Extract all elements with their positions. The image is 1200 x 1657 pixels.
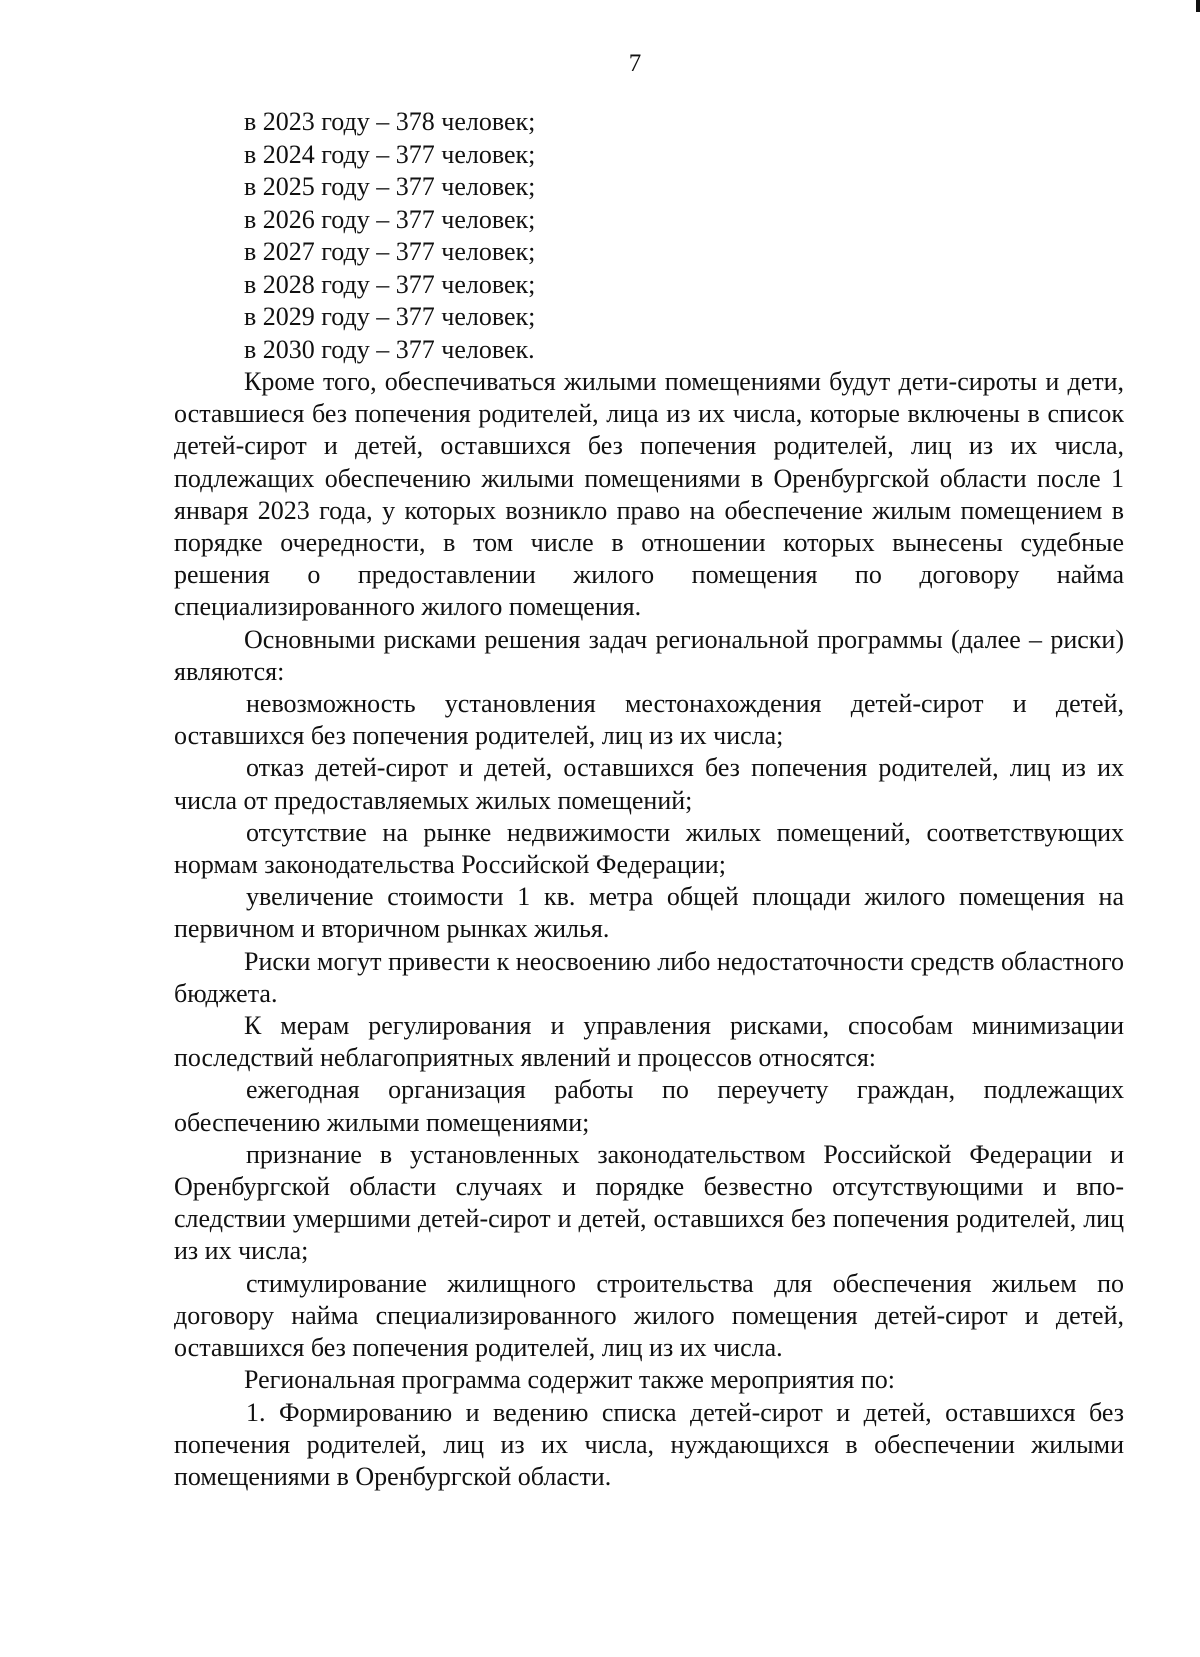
paragraph-activities-intro: Региональная программа содержит также мероприятия по:: [244, 1365, 896, 1395]
year-list-item: в 2027 году – 377 человек;: [244, 237, 536, 266]
year-list: [244, 106, 535, 366]
paragraph-additional-provision: Кроме того, обеспечиваться жилыми помещениями будут дети-сироты и дети, оставшиеся без попечения родителей, лица из их числа, которые включены в список детей-сирот и детей, оставшихся без попечения родителей, лиц из их числа, подлежащих обеспечению жилыми помещениями в Оренбургской области после 1 января 2023 года, у которых возникло право на обеспечение жилым помещением в порядке очередности, в том числе в отношении которых вынесены судебные решения о предоставлении жилого помещения по договору найма специализированного жилого помещения.: [174, 367, 1124, 622]
year-list-item: в 2025 году – 377 человек;: [244, 172, 536, 201]
measure-item: ежегодная организация работы по переучету граждан, подлежащих обеспечению жилыми помещениями;: [174, 1075, 1124, 1137]
risk-item: отсутствие на рынке недвижимости жилых помещений, соответствующих нормам законодательства Российской Федерации;: [174, 817, 1124, 880]
activity-item: 1. Формированию и ведению списка детей-сирот и детей, оставшихся без попечения родителей, лиц из их числа, нуждающихся в обеспечении жилыми помещениями в Оренбургской области.: [174, 1397, 1124, 1491]
year-list-item: в 2030 году – 377 человек.: [244, 334, 535, 364]
page-number: 7: [628, 50, 642, 77]
body-text: [174, 366, 1124, 1493]
year-list-item: в 2029 году – 377 человек;: [244, 302, 536, 331]
year-list-item: в 2028 году – 377 человек;: [244, 269, 536, 299]
risk-item: невозможность установления местонахождения детей-сирот и детей, оставшихся без попечения родителей, лиц из их числа;: [174, 689, 1124, 751]
scan-edge-mark: [1196, 0, 1200, 12]
year-list-item: в 2026 году – 377 человек;: [244, 204, 536, 234]
measure-item: признание в установленных законодательством Российской Федерации и Оренбургской области случаях и порядке безвестно отсутствующими и впоследствии умершими детей-сирот и детей, оставшихся без попечения родителей, лиц из их числа;: [174, 1139, 1124, 1266]
paragraph-measures-intro: К мерам регулирования и управления рисками, способам минимизации последствий неблагоприятных явлений и процессов относятся:: [174, 1011, 1124, 1073]
paragraph-risks-intro: Основными рисками решения задач региональной программы (далее – риски) являются:: [174, 624, 1124, 686]
year-list-item: в 2024 году – 377 человек;: [244, 139, 536, 169]
year-list-item: в 2023 году – 378 человек;: [244, 107, 536, 136]
risk-item: отказ детей-сирот и детей, оставшихся без попечения родителей, лиц из их числа от предоставляемых жилых помещений;: [174, 753, 1124, 815]
paragraph-risk-consequence: Риски могут привести к неосвоению либо недостаточности средств областного бюджета.: [174, 946, 1124, 1008]
risk-item: увеличение стоимости 1 кв. метра общей площади жилого помещения на первичном и вторичном рынках жилья.: [174, 882, 1124, 944]
measure-item: стимулирование жилищного строительства для обеспечения жильем по договору найма специализированного жилого помещения детей-сирот и детей, оставшихся без попечения родителей, лиц из их числа.: [174, 1268, 1124, 1363]
